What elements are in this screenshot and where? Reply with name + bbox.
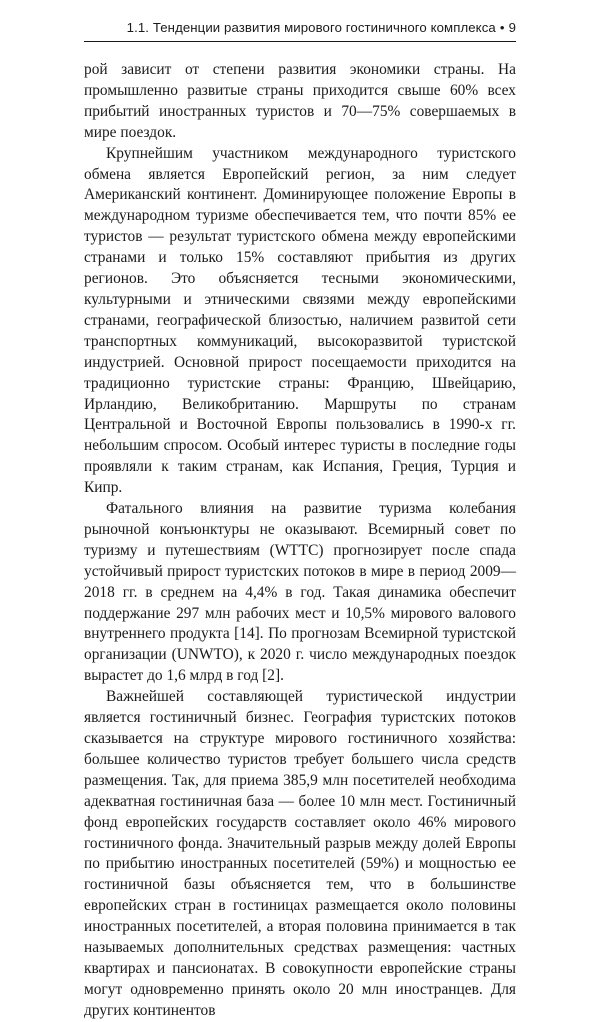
paragraph: Крупнейшим участником международного туристского обмена является Европейский регион, за ним следует Американский континент. Доминирующее положение Европы в международном туризме обеспечивается тем, что почти 85% ее туристов — результат туристского обмена между европейскими странами и только 15% составляют прибытия из других регионов. Это объясняется тесными экономическими, культурными и этническими связями между европейскими странами, географической близостью, наличием развитой сети транспортных коммуникаций, высокоразвитой туристской индустрией. Основной прирост посещаемости приходится на традиционно туристские страны: Францию, Швейцарию, Ирландию, Великобританию. Маршруты по странам Центральной и Восточной Европы пользовались в 1990-х гг. небольшим спросом. Особый интерес туристы в последние годы проявляли к таким странам, как Испания, Греция, Турция и Кипр. [84,144,516,497]
paragraph: Фатального влияния на развитие туризма колебания рыночной конъюнктуры не оказывают. Всемирный совет по туризму и путешествиям (WTTC) прогнозирует после спада устойчивый прирост туристских потоков в мире в период 2009—2018 гг. в среднем на 4,4% в год. Такая динамика обеспечит поддержание 297 млн рабочих мест и 10,5% мирового валового внутреннего продукта [14]. По прогнозам Всемирной туристской организации (UNWTO), к 2020 г. число международных поездок вырастет до 1,6 млрд в год [2]. [84,500,516,685]
body-text [84,60,516,1022]
page-number: 9 [508,20,516,35]
section-title: 1.1. Тенденции развития мирового гостиничного комплекса [126,20,496,35]
paragraph-continuation: рой зависит от степени развития экономики страны. На промышленно развитые страны приходится свыше 60% всех прибытий иностранных туристов и 70—75% совершаемых в мире поездок. [84,61,516,141]
running-header [84,18,516,38]
header-separator: • [499,20,505,35]
paragraph: Важнейшей составляющей туристической индустрии является гостиничный бизнес. География туристских потоков сказывается на структуре мирового гостиничного хозяйства: большее количество туристов требует большего числа средств размещения. Так, для приема 385,9 млн посетителей необходима адекватная гостиничная база — более 10 млн мест. Гостиничный фонд европейских государств составляет около 46% мирового гостиничного фонда. Значительный разрыв между долей Европы по прибытию иностранных посетителей (59%) и мощностью ее гостиничной базы объясняется тем, что в большинстве европейских стран в гостиницах размещается около половины иностранных посетителей, а вторая половина принимается в так называемых дополнительных средствах размещения: частных квартирах и пансионатах. В совокупности европейские страны могут одновременно принять около 20 млн иностранцев. Для других континентов [84,688,516,1019]
header-rule [84,41,516,42]
